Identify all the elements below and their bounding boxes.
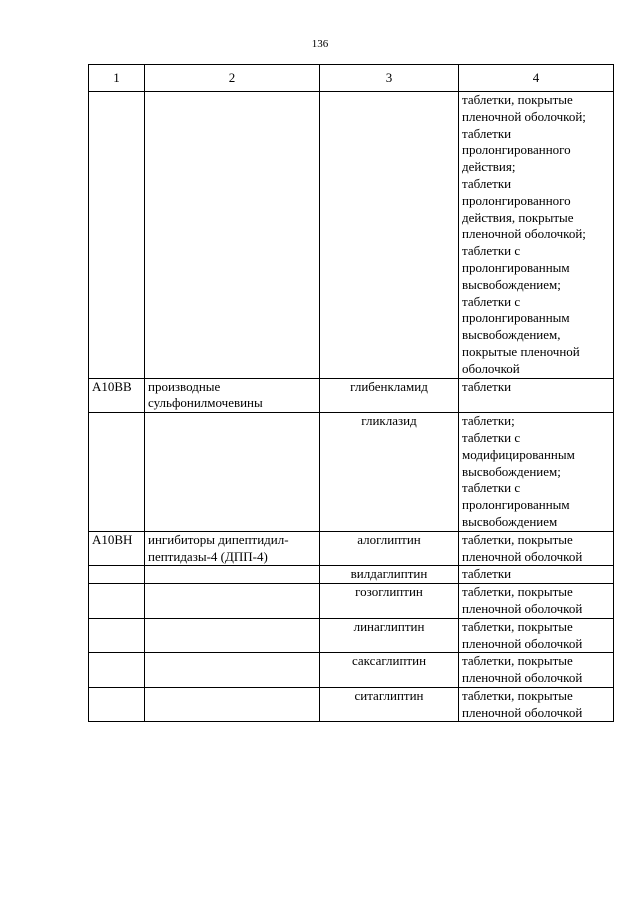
table-row — [89, 687, 614, 722]
atc-code-cell — [89, 92, 145, 379]
table-header-row — [89, 65, 614, 92]
pharmacological-group-cell — [145, 413, 320, 532]
dosage-form-line: высвобождением — [462, 513, 558, 529]
dosage-form-line: пленочной оболочкой; — [462, 108, 586, 124]
dosage-form-line: пролонгированного — [462, 142, 571, 158]
column-header-4: 4 — [459, 65, 614, 92]
column-header-2: 2 — [145, 65, 320, 92]
pharmacological-group-cell — [145, 566, 320, 584]
atc-code-cell — [89, 618, 145, 653]
atc-code-cell — [89, 566, 145, 584]
dosage-form-line: таблетки, покрытые — [462, 687, 573, 703]
dosage-form-cell — [459, 413, 614, 532]
table-body — [89, 92, 614, 722]
page-number: 136 — [311, 38, 329, 50]
dosage-form-line: покрытые пленочной — [462, 343, 580, 359]
group-line: сульфонилмочевины — [148, 395, 263, 411]
dosage-form-line: действия, покрытые — [462, 209, 574, 225]
dosage-form-cell — [459, 531, 614, 566]
atc-code-cell: A10BH — [89, 531, 145, 566]
pharmacological-group-cell — [145, 378, 320, 413]
dosage-form-line: таблетки с — [462, 480, 521, 496]
dosage-form-line: оболочкой — [462, 360, 520, 376]
dosage-form-cell — [459, 653, 614, 688]
dosage-form-line: таблетки — [462, 566, 512, 582]
drug-name-cell: саксаглиптин — [320, 653, 459, 688]
atc-code-cell: A10BB — [89, 378, 145, 413]
dosage-form-line: пролонгированным — [462, 497, 570, 513]
drug-name-cell: глибенкламид — [320, 378, 459, 413]
pharmacological-group-cell — [145, 687, 320, 722]
dosage-form-line: высвобождением, — [462, 327, 561, 343]
group-line: производные — [148, 378, 221, 394]
table-row — [89, 566, 614, 584]
dosage-form-line: пленочной оболочкой; — [462, 226, 586, 242]
dosage-form-line: таблетки — [462, 175, 512, 191]
pharmacological-group-cell — [145, 531, 320, 566]
table-row — [89, 378, 614, 413]
dosage-form-cell — [459, 618, 614, 653]
atc-code-cell — [89, 413, 145, 532]
dosage-form-line: таблетки, покрытые — [462, 618, 573, 634]
dosage-form-line: пленочной оболочкой — [462, 704, 583, 720]
dosage-form-line: пролонгированного — [462, 192, 571, 208]
pharmacological-group-cell — [145, 584, 320, 619]
dosage-form-line: пролонгированным — [462, 259, 570, 275]
dosage-form-line: пленочной оболочкой — [462, 635, 583, 651]
dosage-form-line: модифицированным — [462, 446, 575, 462]
dosage-form-line: высвобождением; — [462, 463, 561, 479]
drug-name-cell: гозоглиптин — [320, 584, 459, 619]
drug-name-cell: линаглиптин — [320, 618, 459, 653]
dosage-form-line: таблетки — [462, 125, 512, 141]
dosage-form-line: пленочной оболочкой — [462, 548, 583, 564]
dosage-form-line: высвобождением; — [462, 276, 561, 292]
dosage-form-line: таблетки с — [462, 429, 521, 445]
table-row — [89, 413, 614, 532]
drug-name-cell: ситаглиптин — [320, 687, 459, 722]
dosage-form-cell — [459, 566, 614, 584]
atc-code-cell — [89, 687, 145, 722]
dosage-form-cell — [459, 687, 614, 722]
table-row — [89, 531, 614, 566]
table-row — [89, 92, 614, 379]
dosage-form-line: таблетки, покрытые — [462, 531, 573, 547]
column-header-1: 1 — [89, 65, 145, 92]
dosage-form-cell — [459, 92, 614, 379]
dosage-form-line: таблетки — [462, 378, 512, 394]
pharmacological-group-cell — [145, 653, 320, 688]
drug-table — [88, 64, 614, 722]
atc-code-cell — [89, 584, 145, 619]
drug-name-cell — [320, 92, 459, 379]
dosage-form-line: пленочной оболочкой — [462, 600, 583, 616]
dosage-form-line: пленочной оболочкой — [462, 670, 583, 686]
table-row — [89, 584, 614, 619]
dosage-form-cell — [459, 584, 614, 619]
dosage-form-line: таблетки, покрытые — [462, 92, 573, 107]
dosage-form-line: пролонгированным — [462, 310, 570, 326]
dosage-form-line: таблетки с — [462, 293, 521, 309]
table-row — [89, 653, 614, 688]
dosage-form-line: таблетки, покрытые — [462, 584, 573, 600]
dosage-form-cell — [459, 378, 614, 413]
dosage-form-line: таблетки, покрытые — [462, 653, 573, 669]
pharmacological-group-cell — [145, 618, 320, 653]
table-row — [89, 618, 614, 653]
drug-name-cell: гликлазид — [320, 413, 459, 532]
dosage-form-line: действия; — [462, 159, 516, 175]
drug-name-cell: алоглиптин — [320, 531, 459, 566]
drug-name-cell: вилдаглиптин — [320, 566, 459, 584]
dosage-form-line: таблетки с — [462, 243, 521, 259]
column-header-3: 3 — [320, 65, 459, 92]
group-line: пептидазы-4 (ДПП-4) — [148, 548, 268, 564]
atc-code-cell — [89, 653, 145, 688]
group-line: ингибиторы дипептидил- — [148, 531, 289, 547]
pharmacological-group-cell — [145, 92, 320, 379]
dosage-form-line: таблетки; — [462, 413, 515, 429]
